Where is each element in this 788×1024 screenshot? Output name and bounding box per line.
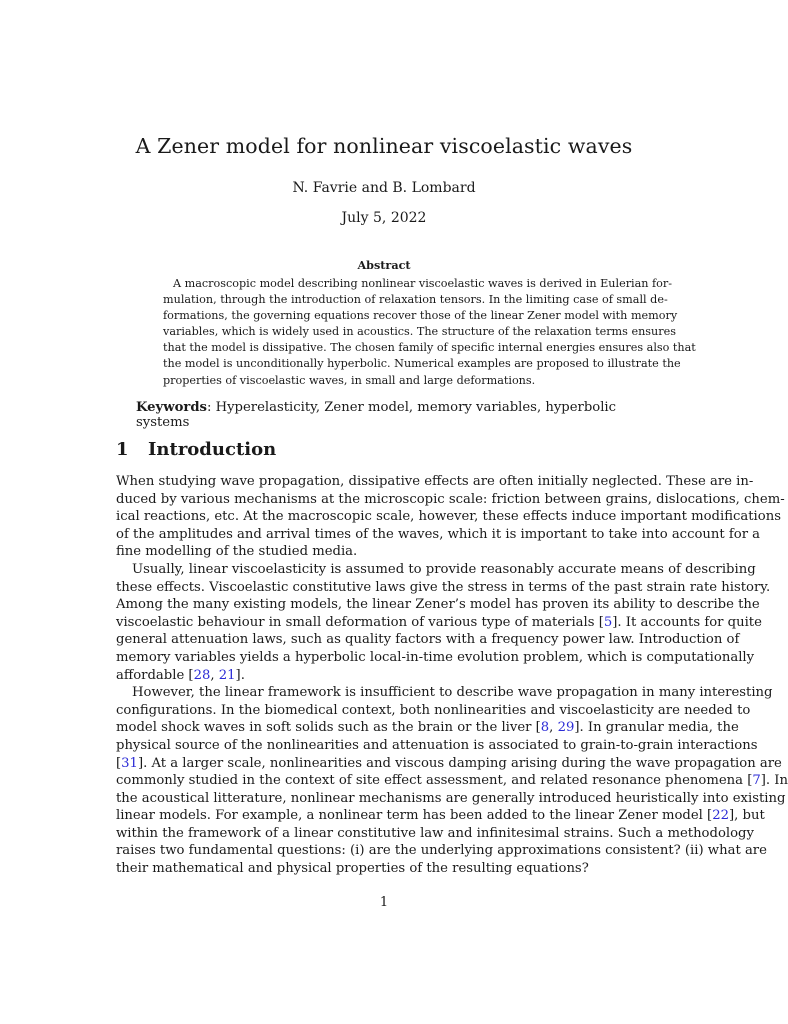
abstract-line: properties of viscoelastic waves, in small and large deformations.: [163, 373, 536, 387]
citation-link[interactable]: 29: [557, 720, 575, 736]
citation-link[interactable]: 5: [603, 614, 613, 630]
text-line: [116, 772, 788, 790]
abstract-line: the model is unconditionally hyperbolic. Numerical examples are proposed to illustrate the: [163, 357, 681, 371]
abstract-heading: Abstract: [357, 258, 411, 272]
keywords-label: Keywords: [136, 400, 207, 415]
text-span: affordable [: [116, 667, 194, 683]
abstract-line: variables, which is widely used in acoustics. The structure of the relaxation terms ensures: [163, 325, 676, 339]
text-line: fine modelling of the studied media.: [116, 544, 358, 560]
text-line: When studying wave propagation, dissipative effects are often initially neglected. These are in-: [116, 474, 754, 489]
abstract-line: that the model is dissipative. The chosen family of specific internal energies ensures also that: [163, 341, 696, 355]
text-line: physical source of the nonlinearities and attenuation is associated to grain-to-grain interactions: [116, 737, 758, 753]
text-line: the acoustical litterature, nonlinear mechanisms are generally introduced heuristically into existing: [116, 790, 786, 806]
abstract-line: formations, the governing equations recover those of the linear Zener model with memory: [163, 309, 678, 323]
text-line: [116, 807, 765, 825]
section-title: Introduction: [148, 439, 277, 460]
text-line: of the amplitudes and arrival times of the waves, which it is important to take into account for a: [116, 526, 761, 542]
text-span: ]. In: [760, 773, 788, 789]
text-line: [116, 719, 739, 737]
paper-title: A Zener model for nonlinear viscoelastic waves: [135, 134, 633, 158]
section-heading: [116, 439, 276, 460]
page-number: 1: [379, 895, 389, 910]
text-span: [: [116, 755, 122, 771]
section-number: 1: [116, 439, 129, 460]
citation-link[interactable]: 28: [193, 667, 211, 683]
text-line: general attenuation laws, such as quality factors with a frequency power law. Introduction of: [116, 632, 740, 648]
text-line: Usually, linear viscoelasticity is assumed to provide reasonably accurate means of describing: [132, 561, 756, 577]
text-line: [116, 755, 782, 773]
text-span: ,: [549, 720, 558, 736]
text-line: ical reactions, etc. At the macroscopic scale, however, these effects induce important modifications: [116, 509, 781, 525]
text-span: model shock waves in soft solids such as the brain or the liver [: [116, 720, 541, 736]
paper-date: July 5, 2022: [341, 210, 427, 226]
text-span: linear models. For example, a nonlinear term has been added to the linear Zener model [: [116, 808, 713, 824]
abstract-line: A macroscopic model describing nonlinear viscoelastic waves is derived in Eulerian for-: [173, 277, 673, 290]
abstract-line: mulation, through the introduction of relaxation tensors. In the limiting case of small de-: [163, 293, 668, 307]
text-span: ], but: [728, 808, 765, 824]
text-line: configurations. In the biomedical context, both nonlinearities and viscoelasticity are needed to: [116, 702, 751, 718]
text-span: ]. In granular media, the: [574, 720, 739, 736]
text-span: ,: [210, 667, 219, 683]
text-line: these effects. Viscoelastic constitutive laws give the stress in terms of the past strain rate history.: [116, 579, 771, 595]
text-line: memory variables yields a hyperbolic local-in-time evolution problem, which is computationally: [116, 649, 755, 665]
text-line: Among the many existing models, the linear Zener’s model has proven its ability to describe the: [116, 597, 760, 613]
text-span: commonly studied in the context of site effect assessment, and related resonance phenomena [: [116, 773, 753, 789]
keywords: [136, 400, 656, 430]
text-line: raises two fundamental questions: (i) are the underlying approximations consistent? (ii) what are: [116, 843, 767, 859]
keywords-text: : Hyperelasticity, Zener model, memory variables, hyperbolic systems: [136, 400, 617, 430]
text-line: duced by various mechanisms at the microscopic scale: friction between grains, dislocations, chem-: [116, 491, 785, 507]
text-line: [116, 614, 762, 632]
citation-link[interactable]: 21: [218, 667, 236, 683]
text-span: ].: [235, 667, 245, 683]
citation-link[interactable]: 31: [121, 755, 138, 771]
text-line: However, the linear framework is insufficient to describe wave propagation in many interesting: [132, 685, 773, 701]
text-line: within the framework of a linear constitutive law and infinitesimal strains. Such a methodology: [116, 825, 754, 841]
text-line: their mathematical and physical properties of the resulting equations?: [116, 861, 589, 877]
abstract-body: [163, 276, 696, 389]
citation-link[interactable]: 8: [540, 720, 550, 736]
text-line: [116, 667, 662, 685]
text-span: ]. At a larger scale, nonlinearities and viscous damping arising during the wave propagation are: [137, 755, 782, 771]
citation-link[interactable]: 7: [752, 773, 761, 789]
paper-authors: N. Favrie and B. Lombard: [292, 180, 476, 196]
text-span: ]. It accounts for quite: [612, 614, 762, 630]
body-text: [116, 473, 788, 878]
text-span: viscoelastic behaviour in small deformation of various type of materials [: [116, 614, 604, 630]
citation-link[interactable]: 22: [712, 808, 729, 824]
